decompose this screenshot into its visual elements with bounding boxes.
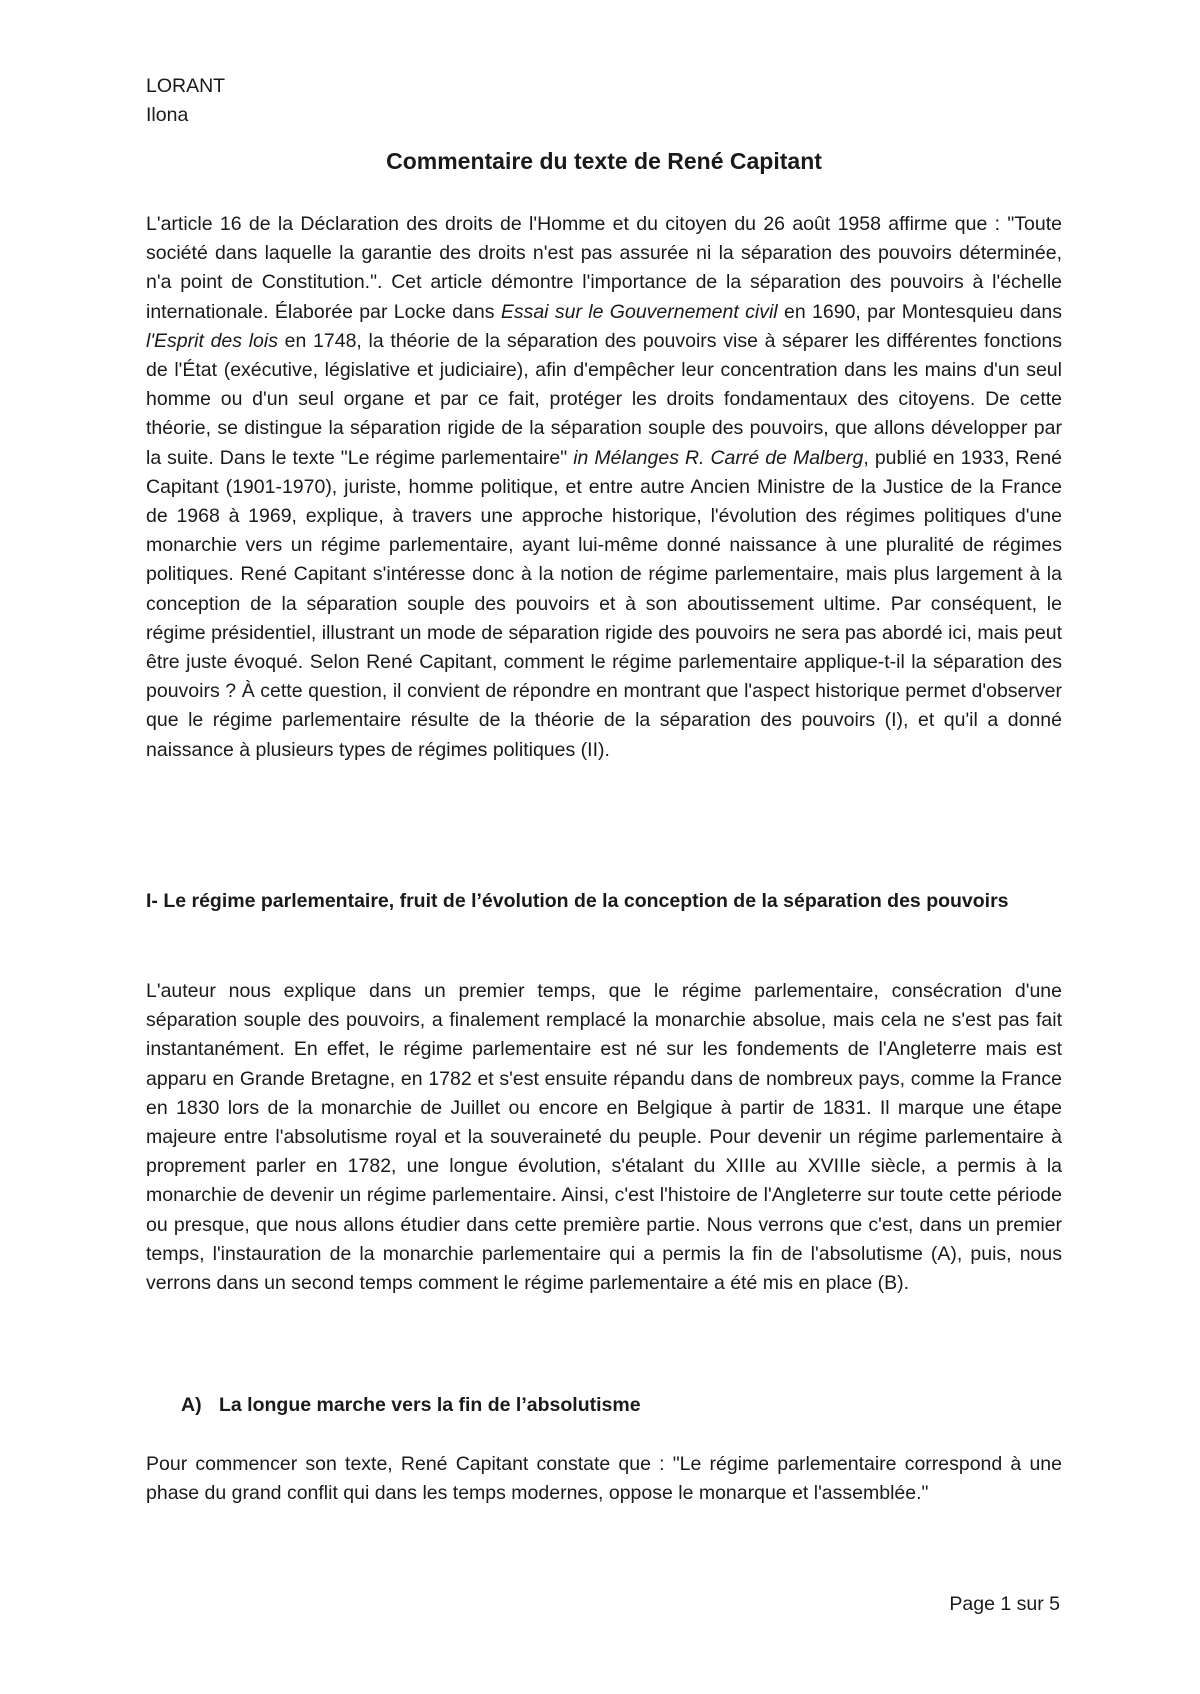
intro-book-title-3: in Mélanges R. Carré de Malberg: [573, 446, 864, 469]
author-last-name: LORANT: [146, 75, 226, 97]
subsection-a-paragraph: Pour commencer son texte, René Capitant constate que : "Le régime parlementaire correspond à une phase du grand conflit qui dans les temps modernes, oppose le monarque et l'assemblée.": [146, 1453, 1062, 1505]
subsection-a-title: La longue marche vers la fin de l’absolutisme: [219, 1394, 641, 1416]
intro-text-3: en 1748, la théorie de la séparation des pouvoirs vise à séparer les différentes fonctions de l'État (exécutive, législative et judiciaire), afin d'empêcher leur concentration dans les mains d'un seul homme ou d'un seul organe et par ce fait, protéger les droits fondamentaux des citoyens. De cette théorie, se distingue la séparation rigide de la séparation souple des pouvoirs, que allons développer par la suite. Dans le texte "Le régime parlementaire": [146, 329, 1062, 469]
section-1-heading: I- Le régime parlementaire, fruit de l’évolution de la conception de la séparation des pouvoirs: [146, 890, 1009, 912]
intro-book-title-2: l'Esprit des lois: [146, 329, 278, 352]
subsection-a-heading: [181, 1391, 641, 1420]
intro-text-2: en 1690, par Montesquieu dans: [777, 300, 1062, 323]
author-first-name: Ilona: [146, 104, 189, 126]
intro-paragraph: [146, 210, 1062, 765]
intro-book-title-1: Essai sur le Gouvernement civil: [500, 300, 778, 323]
intro-text-1: L'article 16 de la Déclaration des droits de l'Homme et du citoyen du 26 août 1958 affirme que : "Toute société dans laquelle la garantie des droits n'est pas assurée ni la séparation des pouvoirs déterminée, n'a point de Constitution.". Cet article démontre l'importance de la séparation des pouvoirs à l'échelle internationale. Élaborée par Locke dans: [146, 213, 1062, 323]
author-block: [146, 72, 225, 130]
document-title: Commentaire du texte de René Capitant: [386, 148, 822, 174]
section-1-paragraph: L'auteur nous explique dans un premier temps, que le régime parlementaire, consécration d'une séparation souple des pouvoirs, a finalement remplacé la monarchie absolue, mais cela ne s'est pas fait instantanément. En effet, le régime parlementaire est né sur les fondements de l'Angleterre mais est apparu en Grande Bretagne, en 1782 et s'est ensuite répandu dans de nombreux pays, comme la France en 1830 lors de la monarchie de Juillet ou encore en Belgique à partir de 1831. Il marque une étape majeure entre l'absolutisme royal et la souveraineté du peuple. Pour devenir un régime parlementaire à proprement parler en 1782, une longue évolution, s'étalant du XIIIe au XVIIIe siècle, a permis à la monarchie de devenir un régime parlementaire. Ainsi, c'est l'histoire de l'Angleterre sur toute cette période ou presque, que nous allons étudier dans cette première partie. Nous verrons que c'est, dans un premier temps, l'instauration de la monarchie parlementaire qui a permis la fin de l'absolutisme (A), puis, nous verrons dans un second temps comment le régime parlementaire a été mis en place (B).: [146, 980, 1062, 1295]
page-number: Page 1 sur 5: [949, 1593, 1060, 1615]
subsection-a-letter: A): [181, 1394, 202, 1416]
intro-text-4: , publié en 1933, René Capitant (1901-1970), juriste, homme politique, et entre autre Ancien Ministre de la Justice de la France de 1968 à 1969, explique, à travers une approche historique, l'évolution des régimes politiques d'une monarchie vers un régime parlementaire, ayant lui-même donné naissance à une pluralité de régimes politiques. René Capitant s'intéresse donc à la notion de régime parlementaire, mais plus largement à la conception de la séparation souple des pouvoirs et à son aboutissement ultime. Par conséquent, le régime présidentiel, illustrant un mode de séparation rigide des pouvoirs ne sera pas abordé ici, mais peut être juste évoqué. Selon René Capitant, comment le régime parlementaire applique-t-il la séparation des pouvoirs ? À cette question, il convient de répondre en montrant que l'aspect historique permet d'observer que le régime parlementaire résulte de la théorie de la séparation des pouvoirs (I), et qu'il a donné naissance à plusieurs types de régimes politiques (II).: [146, 446, 1063, 761]
